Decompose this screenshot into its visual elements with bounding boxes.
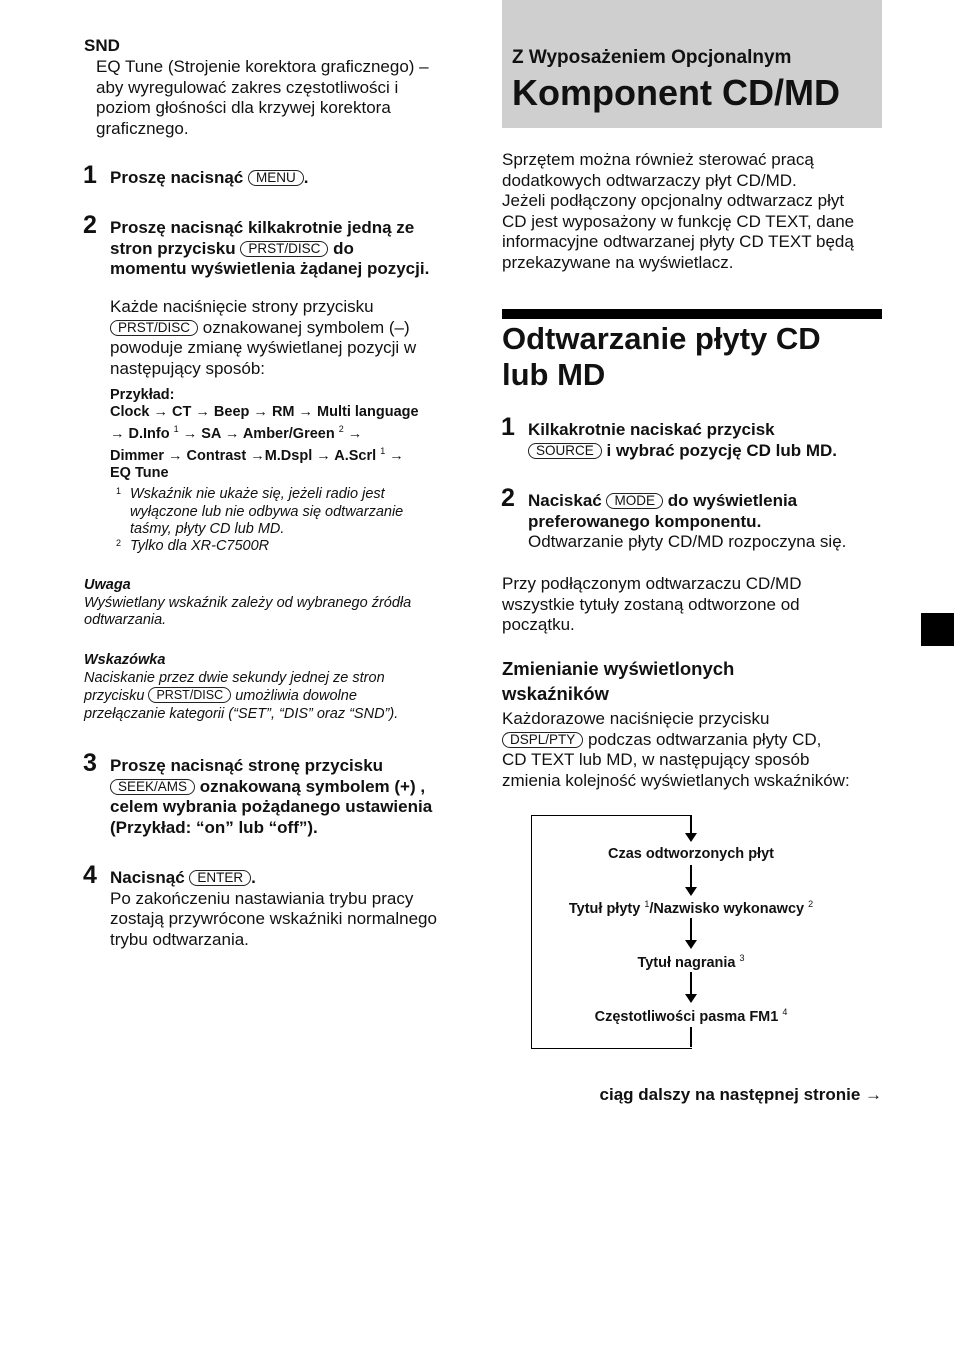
note-title: Uwaga bbox=[84, 577, 131, 593]
subheading: Zmienianie wyświetlonych wskaźników bbox=[502, 658, 735, 704]
flow-arrow-line bbox=[690, 918, 692, 940]
flow-arrow-line bbox=[690, 972, 692, 994]
step-number-2: 2 bbox=[83, 211, 97, 239]
section-rule bbox=[502, 309, 882, 319]
section-tab-marker bbox=[921, 613, 954, 646]
section-title: Odtwarzanie płyty CD lub MD bbox=[502, 321, 821, 392]
seek-ams-key: SEEK/AMS bbox=[110, 779, 195, 795]
playback-paragraph: Przy podłączonym odtwarzaczu CD/MD wszystkie tytuły zostaną odtworzone od początku. bbox=[502, 574, 802, 634]
diagram-item-fm-frequency: Częstotliwości pasma FM1 $^4$ bbox=[594, 1007, 788, 1025]
example-sequence: Przykład: Clock → CT → Beep → RM → Multi language → D.Info $^1$ → SA → Amber/Green $^2$ → Dimmer → Contrast →M.Dspl → A.Scrl $^1$ → EQ Tune bbox=[110, 387, 419, 481]
source-key: SOURCE bbox=[528, 443, 602, 459]
step-2-paragraph: Każde naciśnięcie strony przycisku PRST/DISC oznakowanej symbolem (–) powoduje zmianę wyświetlanej pozycji w następujący sposób: bbox=[110, 297, 417, 378]
prst-disc-key: PRST/DISC bbox=[148, 687, 231, 703]
step-number-4: 4 bbox=[83, 861, 97, 889]
flow-return-line bbox=[690, 1027, 692, 1047]
step-4-text: Nacisnąć ENTER . Po zakończeniu nastawiania trybu pracy zostają przywrócone wskaźniki normalnego trybu odtwarzania. bbox=[110, 868, 437, 949]
step-3-text: Proszę nacisnąć stronę przycisku SEEK/AMS oznakowaną symbolem (+) , celem wybrania pożądanego ustawienia (Przykład: “on” lub “off”). bbox=[110, 756, 433, 837]
step-1-text: Proszę nacisnąć MENU . bbox=[110, 168, 309, 187]
snd-label: SND bbox=[84, 36, 120, 55]
step-number-3: 3 bbox=[83, 749, 97, 777]
display-change-paragraph: Każdorazowe naciśnięcie przycisku DSPL/PTY podczas odtwarzania płyty CD, CD TEXT lub MD, w następujący sposób zmienia kolejność wyświetlanych wskaźników: bbox=[502, 709, 850, 790]
header-subtitle: Z Wyposażeniem Opcjonalnym bbox=[512, 47, 792, 68]
diagram-item-disc-title: Tytuł płyty $^1$/Nazwisko wykonawcy $^2$ bbox=[568, 899, 814, 917]
section-header-box bbox=[502, 0, 882, 128]
header-title: Komponent CD/MD bbox=[512, 72, 840, 113]
right-step-number-1: 1 bbox=[501, 413, 515, 441]
enter-key: ENTER bbox=[189, 870, 251, 886]
mode-key: MODE bbox=[606, 493, 663, 509]
footnote-1: 1 Wskaźnik nie ukaże się, jeżeli radio jest wyłączone lub nie odbywa się odtwarzanie taśmy, płyty CD lub MD. bbox=[116, 486, 404, 537]
right-step-1-text: Kilkakrotnie naciskać przycisk SOURCE i wybrać pozycję CD lub MD. bbox=[528, 420, 837, 460]
step-2-text: Proszę nacisnąć kilkakrotnie jedną ze stron przycisku PRST/DISC do momentu wyświetlenia żądanej pozycji. bbox=[110, 218, 430, 278]
intro-paragraph: Sprzętem można również sterować pracą dodatkowych odtwarzaczy płyt CD/MD. Jeżeli podłączony opcjonalny odtwarzacz płyt CD jest wyposażony w funkcję CD TEXT, dane informacyjne odtwarzanej płyty CD TEXT będą przekazywane na wyświetlacz. bbox=[502, 150, 855, 272]
tip-block: Wskazówka Naciskanie przez dwie sekundy jednej ze stron przycisku PRST/DISC umożliwia dowolne przełączanie kategorii (“SET”, “DIS” oraz “SND”). bbox=[84, 652, 399, 722]
right-step-2-text: Naciskać MODE do wyświetlenia preferowanego komponentu. Odtwarzanie płyty CD/MD rozpoczyna się. bbox=[528, 491, 847, 551]
tip-title: Wskazówka bbox=[84, 652, 166, 668]
continued-note: ciąg dalszy na następnej stronie → bbox=[599, 1085, 882, 1104]
diagram-item-track-title: Tytuł nagrania $^3$ bbox=[637, 953, 745, 971]
flow-arrowhead bbox=[685, 940, 697, 949]
menu-key: MENU bbox=[248, 170, 304, 186]
snd-description: EQ Tune (Strojenie korektora graficznego) – aby wyregulować zakres częstotliwości i poziom głośności dla krzywej korektora graficznego. bbox=[96, 57, 429, 138]
display-cycle-diagram bbox=[531, 815, 881, 1050]
right-step-number-2: 2 bbox=[501, 484, 515, 512]
footnote-2: 2 Tylko dla XR-C7500R bbox=[116, 538, 270, 554]
flow-arrowhead bbox=[685, 887, 697, 896]
note-block: Uwaga Wyświetlany wskaźnik zależy od wybranego źródła odtwarzania. bbox=[84, 577, 412, 628]
flow-arrowhead bbox=[685, 833, 697, 842]
flow-arrow-line bbox=[690, 865, 692, 887]
dspl-pty-key: DSPL/PTY bbox=[502, 732, 583, 748]
prst-disc-key: PRST/DISC bbox=[240, 241, 328, 257]
flow-arrowhead bbox=[685, 994, 697, 1003]
diagram-item-elapsed-time: Czas odtworzonych płyt bbox=[608, 846, 774, 862]
prst-disc-key: PRST/DISC bbox=[110, 320, 198, 336]
step-number-1: 1 bbox=[83, 161, 97, 189]
